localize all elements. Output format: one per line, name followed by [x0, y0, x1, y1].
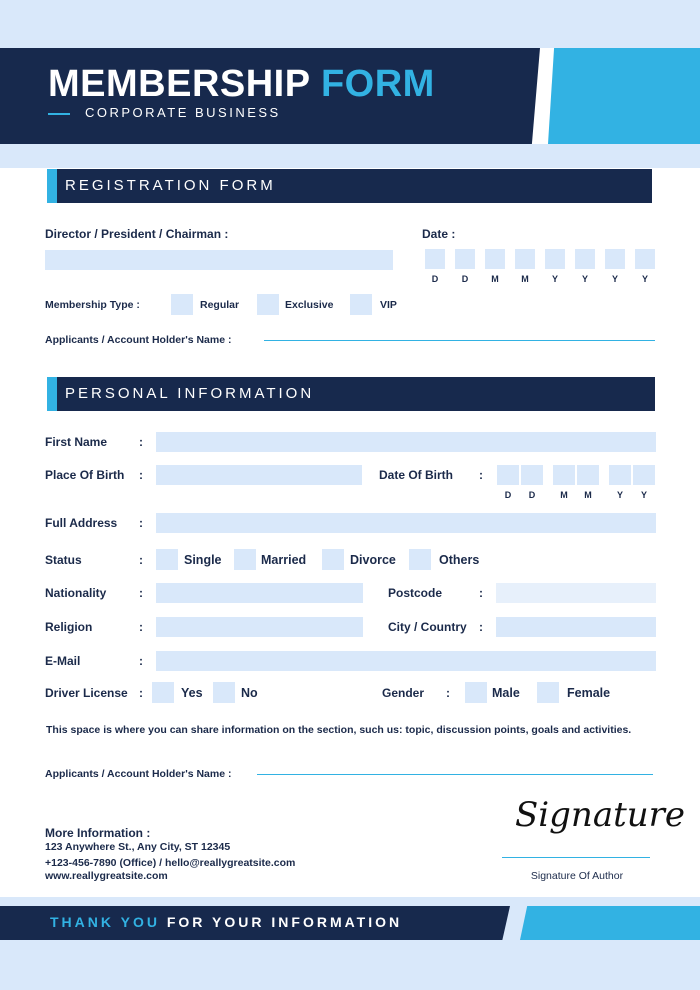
signature-label: Signature Of Author	[530, 870, 624, 882]
registration-section-header	[57, 169, 652, 203]
place-of-birth-colon: :	[139, 468, 143, 482]
driver-license-colon: :	[139, 686, 143, 700]
religion-colon: :	[139, 620, 143, 634]
date-box-letter: Y	[551, 274, 558, 284]
title-main: MEMBERSHIP	[48, 63, 310, 105]
place-of-birth-label: Place Of Birth	[45, 468, 125, 482]
date-box-letter: D	[461, 274, 469, 284]
date-box[interactable]	[425, 249, 445, 269]
full-address-colon: :	[139, 516, 143, 530]
title-accent: FORM	[320, 63, 435, 105]
date-box[interactable]	[545, 249, 565, 269]
license-yes-checkbox[interactable]	[152, 682, 174, 703]
date-box-letter: M	[521, 274, 529, 284]
postcode-label: Postcode	[388, 586, 443, 600]
dob-box-letter: Y	[616, 490, 623, 500]
full-address-field[interactable]	[156, 513, 656, 533]
signature-script: Signature	[515, 795, 686, 835]
membership-regular-checkbox[interactable]	[171, 294, 193, 315]
first-name-label: First Name	[45, 435, 108, 449]
top-band	[0, 0, 700, 48]
status-married-label: Married	[261, 553, 307, 567]
personal-section-marker	[47, 377, 57, 411]
dob-box[interactable]	[577, 465, 599, 485]
date-box[interactable]	[515, 249, 535, 269]
dob-box[interactable]	[609, 465, 631, 485]
status-single-label: Single	[184, 553, 222, 567]
dob-box-letter: D	[528, 490, 536, 500]
page-subtitle: CORPORATE BUSINESS	[85, 105, 281, 120]
date-box-letter: Y	[611, 274, 618, 284]
license-no-checkbox[interactable]	[213, 682, 235, 703]
holder-name-line-2[interactable]	[257, 774, 653, 775]
postcode-field[interactable]	[496, 583, 656, 603]
date-box-letter: Y	[581, 274, 588, 284]
holder-name-label-2: Applicants / Account Holder's Name :	[45, 768, 232, 780]
more-info-website: www.reallygreatsite.com	[45, 870, 168, 882]
status-label: Status	[45, 553, 82, 567]
status-single-checkbox[interactable]	[156, 549, 178, 570]
footer-text	[50, 914, 402, 930]
place-of-birth-field[interactable]	[156, 465, 362, 485]
registration-section-marker	[47, 169, 57, 203]
nationality-colon: :	[139, 586, 143, 600]
more-info-address: 123 Anywhere St., Any City, ST 12345	[45, 841, 231, 853]
religion-field[interactable]	[156, 617, 363, 637]
gender-colon: :	[446, 686, 450, 700]
first-name-field[interactable]	[156, 432, 656, 452]
gender-female-checkbox[interactable]	[537, 682, 559, 703]
city-country-label: City / Country	[388, 620, 467, 634]
date-box[interactable]	[575, 249, 595, 269]
nationality-label: Nationality	[45, 586, 107, 600]
date-box[interactable]	[485, 249, 505, 269]
signature-line[interactable]	[502, 857, 650, 858]
email-colon: :	[139, 654, 143, 668]
holder-name-line[interactable]	[264, 340, 655, 341]
date-box-letter: Y	[641, 274, 648, 284]
status-married-checkbox[interactable]	[234, 549, 256, 570]
email-label: E-Mail	[45, 654, 81, 668]
registration-section-title: REGISTRATION FORM	[65, 177, 276, 194]
dob-box-letter: Y	[640, 490, 647, 500]
postcode-colon: :	[479, 586, 483, 600]
dob-box[interactable]	[553, 465, 575, 485]
dob-box-letter: D	[504, 490, 512, 500]
status-colon: :	[139, 553, 143, 567]
gender-male-checkbox[interactable]	[465, 682, 487, 703]
gender-male-label: Male	[492, 686, 520, 700]
driver-license-label: Driver License	[45, 686, 128, 700]
membership-exclusive-checkbox[interactable]	[257, 294, 279, 315]
nationality-field[interactable]	[156, 583, 363, 603]
license-no-label: No	[241, 686, 258, 700]
subtitle-dash	[48, 113, 70, 115]
membership-type-label: Membership Type :	[45, 299, 140, 311]
membership-regular-label: Regular	[200, 299, 240, 311]
date-box[interactable]	[635, 249, 655, 269]
city-country-field[interactable]	[496, 617, 656, 637]
date-of-birth-colon: :	[479, 468, 483, 482]
header-lower-band	[0, 144, 700, 168]
dob-box-letter: M	[560, 490, 568, 500]
holder-name-label: Applicants / Account Holder's Name :	[45, 334, 232, 346]
full-address-label: Full Address	[45, 516, 118, 530]
dob-box[interactable]	[521, 465, 543, 485]
personal-section-title: PERSONAL INFORMATION	[65, 385, 315, 402]
more-info-contact: +123-456-7890 (Office) / hello@reallygreatsite.com	[45, 857, 296, 869]
religion-label: Religion	[45, 620, 93, 634]
dob-box[interactable]	[497, 465, 519, 485]
date-box[interactable]	[605, 249, 625, 269]
footer-thank-you: THANK YOU	[50, 914, 160, 930]
status-others-checkbox[interactable]	[409, 549, 431, 570]
gender-female-label: Female	[567, 686, 611, 700]
membership-exclusive-label: Exclusive	[285, 299, 334, 311]
first-name-colon: :	[139, 435, 143, 449]
header-accent-block	[548, 48, 700, 144]
more-info-title: More Information :	[45, 826, 151, 840]
membership-vip-label: VIP	[380, 299, 397, 311]
membership-vip-checkbox[interactable]	[350, 294, 372, 315]
city-country-colon: :	[479, 620, 483, 634]
date-label: Date :	[422, 227, 456, 241]
date-box[interactable]	[455, 249, 475, 269]
page-title	[48, 63, 435, 106]
footer-accent-block	[520, 906, 700, 940]
license-yes-label: Yes	[181, 686, 203, 700]
date-of-birth-label: Date Of Birth	[379, 468, 454, 482]
director-label: Director / President / Chairman :	[45, 227, 229, 241]
email-field[interactable]	[156, 651, 656, 671]
date-box-letter: M	[491, 274, 499, 284]
status-divorce-checkbox[interactable]	[322, 549, 344, 570]
footer-rest: FOR YOUR INFORMATION	[166, 914, 403, 930]
status-divorce-label: Divorce	[350, 553, 396, 567]
personal-section-header	[57, 377, 655, 411]
date-box-letter: D	[431, 274, 439, 284]
status-others-label: Others	[439, 553, 480, 567]
dob-box-letter: M	[584, 490, 592, 500]
director-field[interactable]	[45, 250, 393, 270]
section-note: This space is where you can share information on the section, such us: topic, discussion points, goals and activities.	[46, 724, 632, 736]
dob-box[interactable]	[633, 465, 655, 485]
gender-label: Gender	[382, 686, 425, 700]
